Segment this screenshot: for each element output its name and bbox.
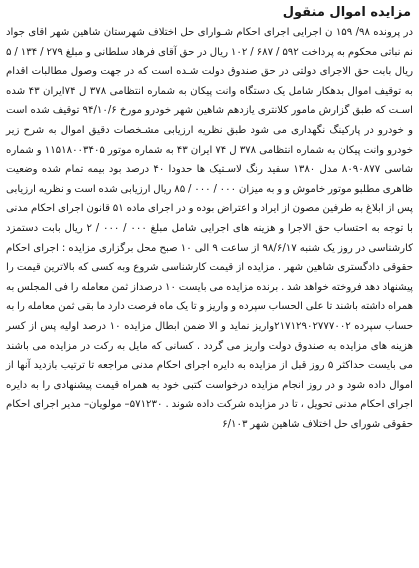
- notice-title: مزایده اموال منقول: [282, 5, 411, 20]
- notice-body: در پرونده ۹۸/ ۱۵۹ ن اجرایی اجرای احکام شـوارای حل اختلاف شهرستان شاهین شهر اقای جواد نم نباتی محکوم به پرداخت ۵۹۲ / ۶۸۷ / ۱۰۲ ریال در حق آقای فرهاد سلطانی و مبلغ ۲۷۹ / ۱۳۴ / ۵ ریال بابت حق الاجرای دولتی در حق صندوق دولت شـده است که در جهت وصول مطالبات اقدام به توقیف اموال بدهکار شامل یک دستگاه وانت پیکان به شماره انتظامی ۳۷۸ ل ۷۴ایران ۴۳ شده اسـت که طبق گزارش مامور کلانتری یازدهم شاهین شهر خودرو مورخ ۹۴/۱۰/۶ توقیف شده است و خودرو در پارکینگ نگهداری می شود طبق نظریه ارزیابی مشـخصات دقیق اموال به شرح زیر خودرو وانت پیکان به شماره انتظامی ۳۷۸ ل ۷۴ ایران ۴۳ به شماره موتور ۱۱۵۱۸۰۰۳۴۰۵ و شماره شاسی ۸۰۹۰۸۷۷ مدل ۱۳۸۰ سفید رنگ لاسـتیک ها حدودا ۴۰ درصد بود بیمه تمام شده وضعیت ظاهری مطلبو موتور خاموش و و به میزان ۰۰۰ / ۰۰۰ / ۸۵ ریال ارزیابی شده است و نظریه ارزیابی پس از ابلاغ به طرفین مصون از ایراد و اعتراض بوده و در اجرای ماده ۵۱ قانون اجرای احکام مدنی با توجه به احتساب حق الاجرا و هزینه های اجرایی شامل مبلغ ۰۰۰ / ۰۰۰ / ۲ ریال بابت دستمزد کارشناسی در روز یک شنبه ۹۸/۶/۱۷ از ساعت ۹ الی ۱۰ صبح محل برگزاری مزایده : اجرای احکام حقوقی دادگستری شاهین شهر . مزایده از قیمت کارشناسی شروع وبه کسی که بالاترین قیمت را پیشنهاد دهد فروخته خواهد شد . برنده مزایده می بایست ۱۰ درصداز ثمن معامله را فی المجلس به همراه داشته باشند تا علی الحساب سپرده و واریز و تا یک ماه فرصت دارد ما بقی ثمن معامله را به حساب سپرده ۲۱۷۱۲۹۰۲۷۷۷۰۰۲واریز نماید و الا ضمن ابطال مزایده ۱۰ درصد اولیه پس از کسر هزینه های مزایده به صندوق دولت واریز می گردد . کسانی که مایل به رکت در مزایده می باشند می بایست حداکثر ۵ روز قبل از مزایده به دایره اجرای احکام مدنی مراجعه تا ترتیب بازدید آنها از اموال داده شود و در روز انجام مزایده درخواست کتبی خود به همراه قیمت پیشنهادی را به دایره اجرای احکام مدنی تحویل ، تا در مزایده شرکت داده شوند . ۵۷۱۲۳۰– مولویان– مدیر اجرای احکام حقوقی شورای حل اختلاف شاهین شهر ۶/۱۰۳: [6, 27, 414, 430]
